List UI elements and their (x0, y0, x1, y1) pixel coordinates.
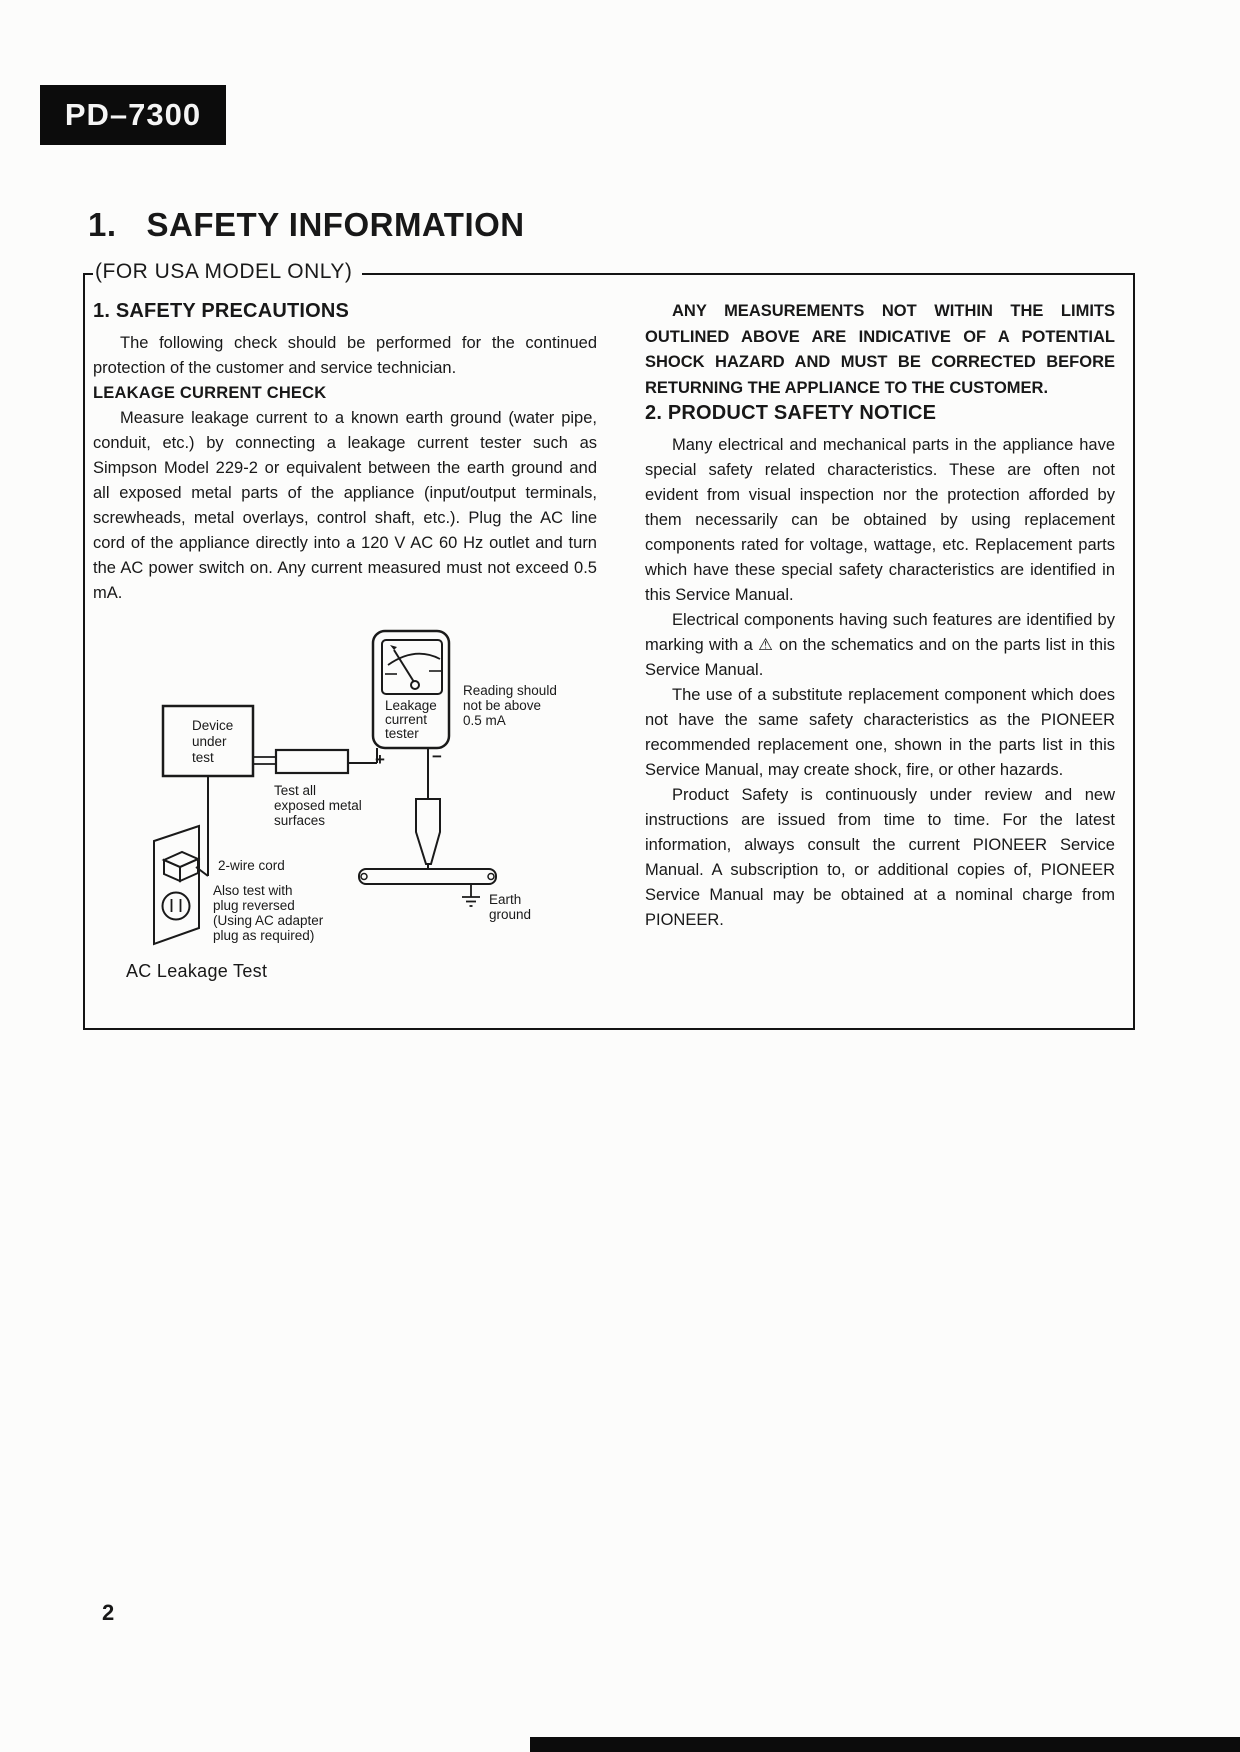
surfaces-label-line2: exposed metal (274, 798, 362, 813)
device-label-line3: test (192, 750, 214, 765)
surfaces-label-line1: Test all (274, 783, 317, 798)
cord-label: 2-wire cord (218, 858, 285, 873)
device-label-line2: under (192, 734, 227, 749)
ac-leakage-test-diagram (126, 626, 597, 984)
plug-note-line2: plug reversed (213, 898, 295, 913)
product-safety-paragraph-3: The use of a substitute replacement component which does not have the same safety characteristics as the PIONEER recommended replacement one, shown in the parts list in this Service Manual, may create shock, fire, or other hazards. (645, 686, 1115, 779)
earth-label-line1: Earth (489, 892, 522, 907)
product-safety-paragraph-2: Electrical components having such features are identified by marking with a ⚠ on the schematics and on the parts list in this Service Manual. (645, 611, 1115, 679)
tester-label-line3: tester (385, 726, 419, 741)
leakage-current-check-heading: LEAKAGE CURRENT CHECK (93, 384, 327, 402)
section-number: 1. (88, 206, 117, 243)
safety-precautions-paragraph: The following check should be performed for the continued protection of the customer and service technician. (93, 334, 597, 377)
reading-note-line3: 0.5 mA (463, 713, 506, 728)
usa-model-box-label: (FOR USA MODEL ONLY) (93, 260, 362, 284)
page-number: 2 (102, 1600, 115, 1625)
right-column (645, 299, 1115, 933)
plus-terminal-label: + (375, 750, 385, 769)
product-safety-notice-heading: 2. PRODUCT SAFETY NOTICE (645, 402, 937, 424)
minus-terminal-label: − (432, 747, 442, 766)
reading-note-line1: Reading should (463, 683, 557, 698)
earth-ground-pipe (359, 869, 496, 884)
product-safety-paragraph-1: Many electrical and mechanical parts in the appliance have special safety related characteristics. These are often not evident from visual inspection nor the protection afforded by them necessarily can be obtained by using replacement components rated for voltage, wattage, etc. Replacement parts which have these special safety characteristics are identified in this Service Manual. (645, 436, 1115, 604)
bottom-scan-bar (530, 1737, 1240, 1752)
page-title (88, 206, 525, 244)
usa-model-box (83, 260, 1135, 1030)
safety-precautions-heading: 1. SAFETY PRECAUTIONS (93, 300, 350, 322)
product-safety-paragraph-4: Product Safety is continuously under review and new instructions are issued from time to time. For the latest information, always consult the current PIONEER Service Manual. A subscription to, or additional copies of, PIONEER Service Manual may be obtained at a nominal charge from PIONEER. (645, 786, 1115, 929)
tester-label-line1: Leakage (385, 698, 437, 713)
device-label-line1: Device (192, 718, 234, 733)
plug-note-line3: (Using AC adapter (213, 913, 324, 928)
leakage-current-check-paragraph: Measure leakage current to a known earth ground (water pipe, conduit, etc.) by connecting a leakage current tester such as Simpson Model 229-2 or equivalent between the earth ground and all exposed metal parts of the appliance (input/output terminals, screwheads, metal overlays, control shaft, etc.). Plug the AC line cord of the appliance directly into a 120 V AC 60 Hz outlet and turn the AC power switch on. Any current measured must not exceed 0.5 mA. (93, 409, 597, 602)
section-title: SAFETY INFORMATION (146, 206, 525, 243)
ground-symbol-icon (462, 884, 480, 906)
shock-hazard-warning: ANY MEASUREMENTS NOT WITHIN THE LIMITS OUTLINED ABOVE ARE INDICATIVE OF A POTENTIAL SHOCK HAZARD AND MUST BE CORRECTED BEFORE RETURNING THE APPLIANCE TO THE CUSTOMER. (645, 302, 1115, 397)
leakage-test-schematic (126, 626, 571, 951)
test-probe-icon (416, 748, 440, 869)
diagram-caption: AC Leakage Test (126, 961, 268, 981)
left-column (93, 299, 597, 984)
wall-outlet-icon (154, 826, 199, 944)
model-number: PD–7300 (64, 97, 202, 132)
plug-note-line1: Also test with (213, 883, 293, 898)
reading-note-line2: not be above (463, 698, 542, 713)
plug-note-line4: plug as required) (213, 928, 315, 943)
model-badge (40, 85, 226, 145)
surfaces-label-line3: surfaces (274, 813, 326, 828)
tester-label-line2: current (385, 712, 428, 727)
exposed-metal-connector (253, 748, 377, 773)
earth-label-line2: ground (489, 907, 532, 922)
